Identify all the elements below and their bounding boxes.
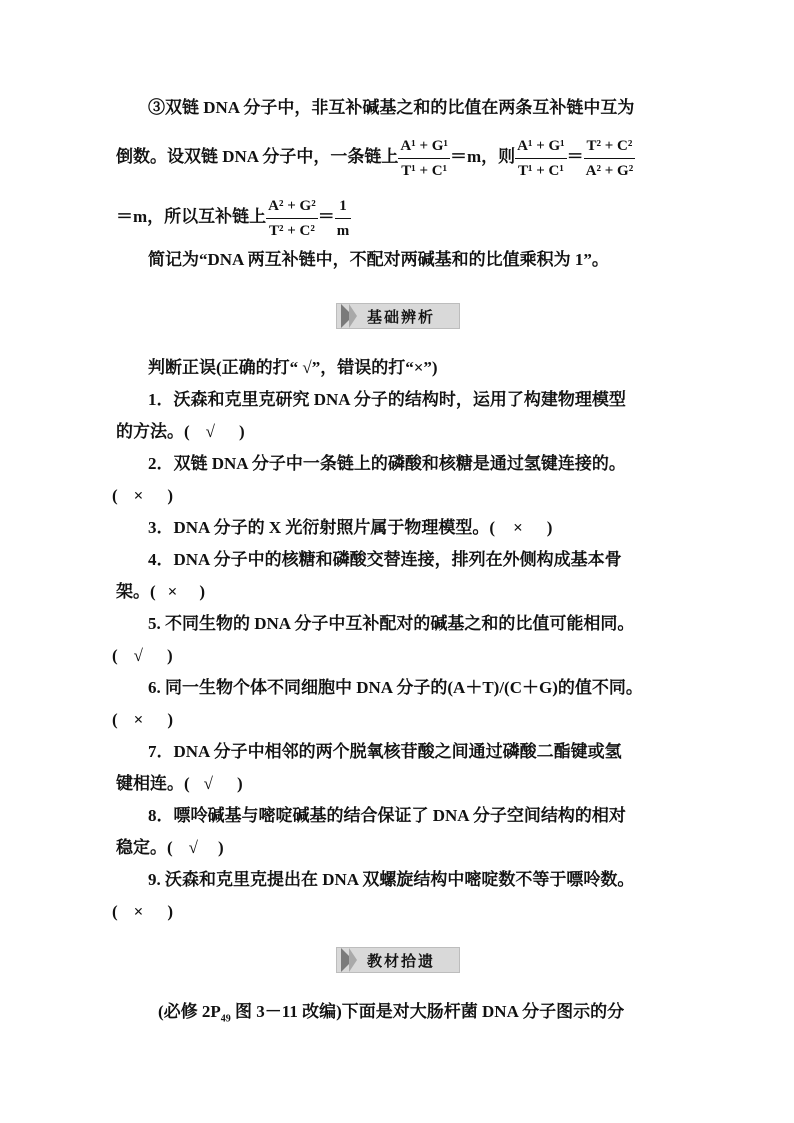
- judge-item-9-line-2: [112, 900, 173, 924]
- arrow-shadow-icon: [349, 304, 357, 328]
- cross-mark-icon: ×: [513, 518, 523, 537]
- judge-item-5-prefix: (: [112, 646, 118, 665]
- judge-item-1-line-2: [116, 420, 245, 444]
- arrow-shadow-icon: [349, 948, 357, 972]
- fraction-2-numerator: A¹ + G¹: [517, 137, 565, 154]
- judge-item-8-line-2: [116, 836, 224, 860]
- check-mark-icon: √: [205, 422, 216, 441]
- judge-item-2-line-1: 2．双链 DNA 分子中一条链上的磷酸和核糖是通过氢键连接的。: [148, 454, 626, 473]
- judge-item-6-close: ): [167, 710, 174, 729]
- fraction-2-denominator: T¹ + C¹: [517, 162, 564, 179]
- judge-item-7-line-1: 7．DNA 分子中相邻的两个脱氧核苷酸之间通过磷酸二酯键或氢: [148, 742, 622, 761]
- textbook-ref-page: 49: [220, 1013, 231, 1025]
- section-banner-textbook: [336, 947, 460, 973]
- judge-item-7-prefix: 键相连。(: [116, 774, 190, 793]
- fraction-3-numerator: T² + C²: [586, 137, 633, 154]
- judge-item-3-line-1: [148, 516, 552, 540]
- judge-item-9-line-1: 9. 沃森和克里克提出在 DNA 双螺旋结构中嘧啶数不等于嘌呤数。: [148, 870, 635, 889]
- fraction-5-numerator: 1: [339, 197, 347, 214]
- cross-mark-icon: ×: [167, 582, 178, 601]
- judge-item-2-prefix: (: [112, 486, 118, 505]
- fraction-1-denominator: T¹ + C¹: [401, 162, 448, 179]
- section-title: 基础辨析: [367, 307, 436, 326]
- judge-item-5-line-1: 5. 不同生物的 DNA 分子中互补配对的碱基之和的比值可能相同。: [148, 614, 635, 633]
- intro-line-3: [116, 190, 351, 244]
- judge-item-4-line-2: [116, 580, 205, 604]
- judge-item-6-line-2: [112, 708, 173, 732]
- intro-line-2-text-b: ＝m，则: [449, 147, 516, 166]
- section-banner-basic: [336, 303, 460, 329]
- judge-item-5-close: ): [167, 646, 173, 665]
- judge-item-7-line-2: [116, 772, 243, 796]
- intro-line-2-text-a: 倒数。设双链 DNA 分子中，一条链上: [116, 147, 399, 166]
- judge-item-4-prefix: 架。(: [116, 582, 156, 601]
- textbook-question-text: 图 3－11 改编)下面是对大肠杆菌 DNA 分子图示的分: [230, 1002, 625, 1021]
- fraction-3-denominator: A² + G²: [585, 162, 634, 179]
- judge-item-3-close: ): [546, 518, 553, 537]
- check-mark-icon: √: [133, 646, 144, 665]
- judge-item-7-close: ): [237, 774, 243, 793]
- fraction-1-numerator: A¹ + G¹: [400, 137, 448, 154]
- textbook-question-line: [158, 1000, 624, 1031]
- intro-line-3-text: ＝m，所以互补链上: [116, 207, 267, 226]
- cross-mark-icon: ×: [133, 710, 144, 729]
- judge-item-1-prefix: 的方法。(: [116, 422, 190, 441]
- judge-item-9-prefix: (: [112, 902, 118, 921]
- judge-item-8-line-1: 8．嘌呤碱基与嘧啶碱基的结合保证了 DNA 分子空间结构的相对: [148, 806, 626, 825]
- judge-item-4-close: ): [199, 582, 206, 601]
- judge-item-2-close: ): [167, 486, 174, 505]
- textbook-ref-prefix: (必修 2P: [158, 1002, 221, 1021]
- section-title: 教材拾遗: [367, 951, 436, 970]
- judge-item-5-line-2: [112, 644, 173, 668]
- judge-item-8-close: ): [218, 838, 224, 857]
- fraction-2: [515, 136, 567, 181]
- fraction-4-denominator: T² + C²: [269, 222, 315, 239]
- judge-item-3-text: 3．DNA 分子的 X 光衍射照片属于物理模型。(: [148, 518, 496, 537]
- check-mark-icon: √: [203, 774, 214, 793]
- judge-item-8-prefix: 稳定。(: [116, 838, 173, 857]
- cross-mark-icon: ×: [133, 902, 144, 921]
- equals-sign-2: ＝: [317, 207, 335, 226]
- fraction-5-denominator: m: [336, 222, 350, 239]
- cross-mark-icon: ×: [133, 486, 144, 505]
- judge-item-6-line-1: 6. 同一生物个体不同细胞中 DNA 分子的(A＋T)/(C＋G)的值不同。: [148, 678, 643, 697]
- judge-item-6-prefix: (: [112, 710, 118, 729]
- judge-item-1-close: ): [239, 422, 245, 441]
- intro-line-4: 简记为“DNA 两互补链中，不配对两碱基和的比值乘积为 1”。: [148, 250, 609, 269]
- judge-item-1-line-1: 1．沃森和克里克研究 DNA 分子的结构时，运用了构建物理模型: [148, 390, 626, 409]
- intro-line-1: ③双链 DNA 分子中，非互补碱基之和的比值在两条互补链中互为: [148, 98, 635, 117]
- fraction-3: [584, 136, 636, 181]
- equals-sign: ＝: [566, 147, 584, 166]
- fraction-4: [266, 196, 318, 241]
- judge-item-9-close: ): [167, 902, 174, 921]
- fraction-4-numerator: A² + G²: [268, 197, 316, 214]
- judge-instruction: 判断正误(正确的打“ √”，错误的打“×”): [148, 358, 438, 377]
- judge-item-2-line-2: [112, 484, 173, 508]
- fraction-5: [335, 196, 352, 241]
- fraction-1: [398, 136, 450, 181]
- check-mark-icon: √: [188, 838, 199, 857]
- judge-item-4-line-1: 4．DNA 分子中的核糖和磷酸交替连接，排列在外侧构成基本骨: [148, 550, 622, 569]
- intro-line-2: [116, 130, 635, 184]
